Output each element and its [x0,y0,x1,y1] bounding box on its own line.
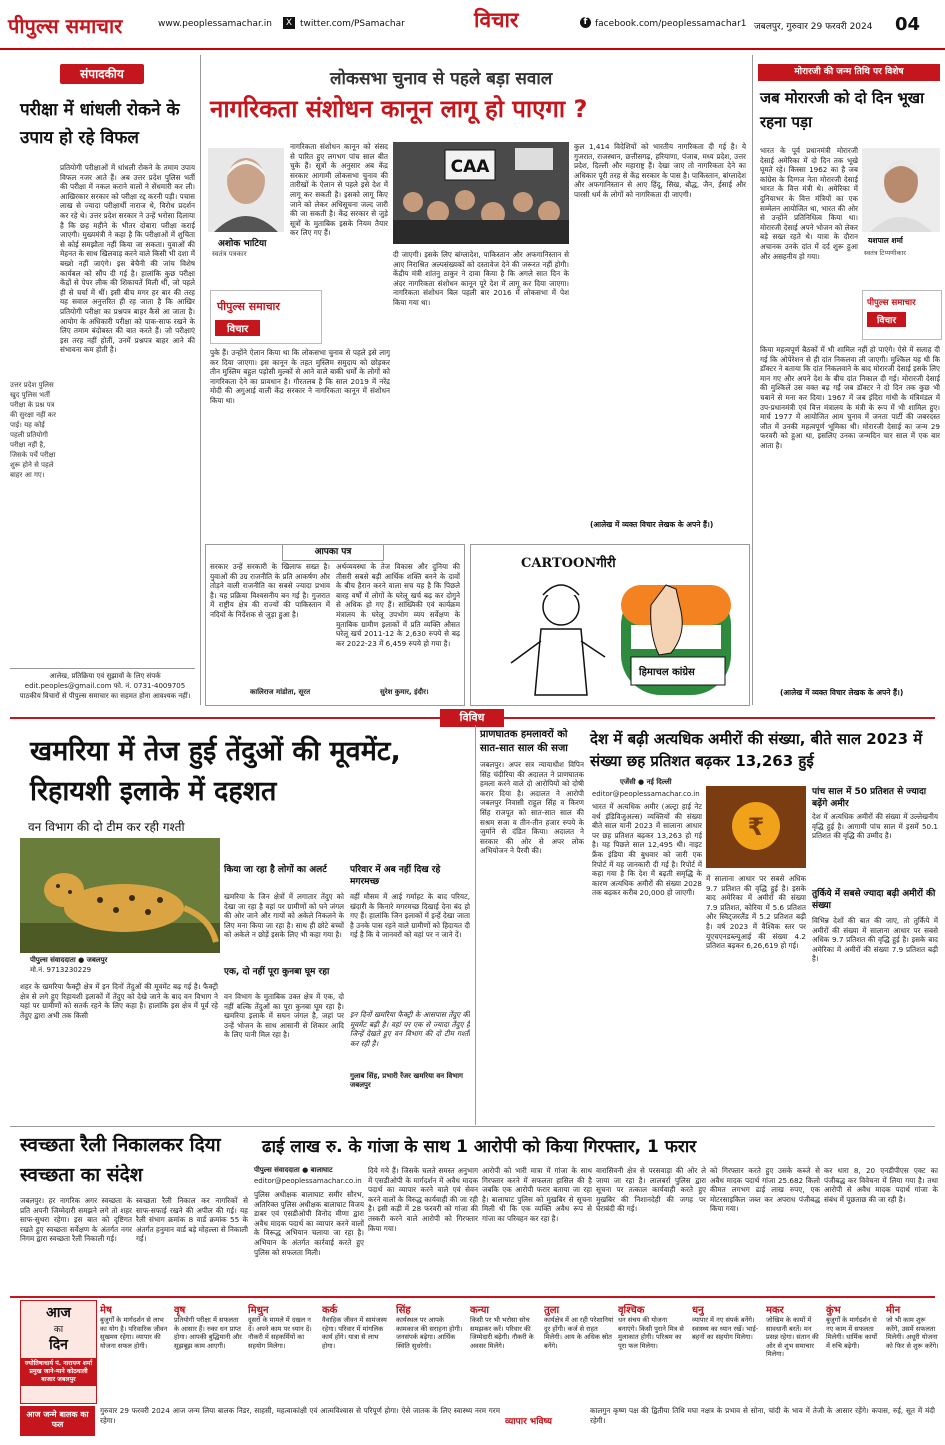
leopard-col-2: खमरिया के जिन क्षेत्रों में लगातार तेंदुए को देखा जा रहा है वहां पर ग्रामीणों को घने जंगल की ओर जाने और गायों को अकेले निकलने के लिए मना किया जा रहा है। साथ ही छोटे बच्चों को अकेले न छोड़ें इसके लिए भी कहा गया है। [224,892,344,940]
zodiac-leo [396,1302,466,1400]
twitter-link[interactable]: twitter.com/PSamachar [300,19,405,29]
letters-col-1: सरकार उन्हें सरकारी के खिलाफ सख्त है। युवाओं की उग्र राजनीति के प्रति आकर्षण और तोड़ने वाली राजनीति का सबसे ज्यादा प्रभाव है। यह प्रक्रिया विश्वसनीय बन गई है। गुजरात में राष्ट्रीय क्षेत्र की राज्यों की पाकिस्तान में नदियों के निर्देशक से जुड़ा हुआ है। [210,562,330,619]
main-col-3: दी जाएगी। इसके लिए बांग्लादेश, पाकिस्तान और अफगानिस्तान से आए निराश्रित अल्पसंख्यकों को दस्तावेज देने की जरूरत नहीं होगी। केंद्रीय मंत्री शांतनु ठाकुर ने दावा किया है कि अगले सात दिन के अंदर नागरिकता संशोधन कानून पूरे देश में लागू कर दिया जाएगा। नागरिकता संशोधन बिल पहली बार 2016 में लोकसभा में पेश किया गया था। [393,250,569,307]
zodiac-text: जोखिम के कामों में सावधानी बरतें। मन प्रसन्न रहेगा। संतान की ओर से शुभ समाचार मिलेगा। [766,1316,819,1359]
cartoon-box [470,544,750,706]
letters-col-2: अर्थव्यवस्था के तेज विकास और दुनिया की तीसरी सबसे बड़ी आर्थिक शक्ति बनने के दावों के बीच हैरान करने वाला सच यह है कि पिछले बारह वर्षों में लोगों के घरेलू खर्च बढ़ कर दोगुने से अधिक हो गए हैं। सांख्यिकी एवं कार्यक्रम मंत्रालय के घरेलू उपभोग व्यय सर्वेक्षण के मुताबिक ग्रामीण इलाकों में प्रति व्यक्ति औसत घरेलू खर्च 2011-12 के 2,630 रुपये से बढ़ कर 2022-23 में 6,459 रुपये हो गया है। [336,562,460,648]
leopard-quote-sign: गुलाब सिंह, प्रभारी रेंजर खमरिया वन विभाग जबलपुर [350,1072,463,1089]
horoscope-astrologer: ज्योतिषाचार्य पं. नारायण शर्मा प्रमुख जाने-माने कोठवाली बाजार जबलपुर [21,1358,96,1386]
zodiac-libra [544,1302,614,1400]
ganja-title: ढाई लाख रु. के गांजा के साथ 1 आरोपी को किया गिरफ्तार, 1 फरार [262,1137,697,1157]
author-role: स्वतंत्र पत्रकार [212,250,247,258]
born-child-text: गुरुवार 29 फरवरी 2024 आज जन्म लिया बालक निडर, साहसी, महत्वाकांक्षी एवं आत्मविश्वास से परिपूर्ण होगा। ऐसे जातक के लिए स्वास्थ्य नरम गरम रहेगा। [100,1406,500,1425]
leopard-photo-credit: पीपुल्स संवाददाता ● जबलपुर [30,956,108,964]
leopard-phone: मो.नं. 9713230229 [30,966,92,974]
ganja-body: पुलिस अधीक्षक बालाघाट समीर सौरभ, अतिरिक्त पुलिस अधीक्षक बालाघाट विजय डाबर एवं एसडीओपी विनोद मीणा द्वारा अवैध मादक पदार्थ का व्यापार करने वालों के विरूद्ध अभियान चलाया जा रहा है। अभियान के अंतर्गत कार्रवाई करते हुए पुलिस को सफलता मिली। [254,1190,364,1257]
horoscope-label-3: दिन [49,1337,68,1353]
editorial-title: परीक्षा में धांधली रोकने के उपाय हो रहे विफल [20,100,180,148]
rich-side-body-2: विभिन्न देशों की बात की जाए, तो तुर्किये में अमीरों की संख्या में सालाना आधार पर सबसे अधिक 9.7 प्रतिशत की वृद्धि हुई है। इसके बाद अमेरिका में अमीरों की संख्या 7.9 प्रतिशत बढ़ी है। [812,916,938,964]
zodiac-text: बुजुर्गों के मार्गदर्शन से लाभ का योग है। परिवारिक जीवन सुखमय रहेगा। व्यापार की योजना सफल होगी। [100,1316,168,1350]
leopard-title: खमरिया में तेज हुई तेंदुओं की मूवमेंट, रिहायशी इलाके में दहशत [30,736,401,807]
main-col-4: कुल 1,414 विदेशियों को भारतीय नागरिकता दी गई है। ये गुजरात, राजस्थान, छत्तीसगढ़, हरियाणा, पंजाब, मध्य प्रदेश, उत्तर प्रदेश, दिल्ली और महाराष्ट्र हैं। देखा जाए तो नागरिकता देने का अधिकार पूरी तरह से केंद्र सरकार के पास है। पाकिस्तान, बांग्लादेश और अफगानिस्तान से आए हिंदू, सिख, बौद्ध, जैन, ईसाई और पारसी धर्म के लोगों को नागरिकता दी जाएगी। [574,142,746,199]
leopard-body: शहर के खमरिया फैक्ट्री क्षेत्र में इन दिनों तेंदुओं की मूवमेंट बढ़ गई है। फैक्ट्री क्षेत्र से लगे हुए रिहायशी इलाकों में तेंदुए को देखे जाने के बाद वन विभाग ने यहां पर ग्रामीणों को सतर्क रहने के लिए कहा है। हालांकि इस क्षेत्र में पूर्व रहे तेंदुए द्वारा अभी तक किसी [20,982,218,1020]
born-child-label: आज जन्मे बालक का फल [20,1406,95,1436]
morarji-end-note: (आलेख में व्यक्त विचार लेखक के अपने हैं।) [780,688,904,697]
murder-body: जबलपुर। अपर सत्र न्यायाधीश विपिन सिंह चंदीरिया की अदालत ने प्राणघातक हमला करने वाले दो आरोपियों को दोषी करार दिया है। अदालत ने आरोपी जबलपुर निवासी राहुल सिंह व किरण सिंह राजपूत को सात-सात साल की सश्रम सजा व तीन-तीन हजार रुपये के जुर्माने से दंडित किया। अदालत ने सरकार की ओर से अपर लोक अभियोजन ने पैरवी की। [480,760,584,856]
cleanliness-body: जबलपुर। हर नागरिक अगर स्वच्छता के प्रति अपनी जिम्मेदारी समझने लगे तो शहर साफ-सुथरा रहेगा। इस बात को दृष्टिगत रखते हुए स्वच्छता सर्वेक्षण के अंतर्गत नगर निगम द्वारा स्वच्छता रैली निकाली गई। [20,1196,132,1244]
main-end-note: (आलेख में व्यक्त विचार लेखक के अपने हैं।) [590,520,714,529]
rich-agency: एजेंसी ● नई दिल्ली [620,778,672,786]
zodiac-name: मिथुन [248,1305,269,1316]
zodiac-name: कुंभ [826,1305,841,1316]
zodiac-name: सिंह [396,1305,411,1316]
cartoon-title: CARTOONगीरी [521,556,616,571]
editorial-footer-line1: आलेख, प्रतिक्रिया एवं सुझावों के लिए संपर्क [49,672,161,680]
morarji-brand-block [862,290,942,340]
leopard-sub-3: परिवार में अब नहीं दिख रहे मगरमच्छ [350,865,441,887]
business-text: कालगुन कृष्ण पक्ष की द्वितीया तिथि मघा नक्षत्र के प्रभाव से सोना, चांदी के भाव में तेजी के आसार रहेंगे। कपास, रुई, सूत में मंदी रहेगी। [590,1406,935,1425]
ganja-email: editor@peoplessamachar.co.in [254,1177,362,1185]
svg-text:₹: ₹ [747,813,765,841]
ganja-col-3: दिये गये हैं। जिसके चलते समस्त अनुभाग में एसडीओपी के मार्गदर्शन में अवैध मादक पदार्थ का व्यापार करने वाले एवं सेवन करने वालों के विरुद्ध कार्यवाही की जा रही है। इसी कड़ी में 28 फरवरी को गांजा की तस्करी करने वाले आरोपी को गिरफ्तार किया गया। [368,1166,478,1233]
zodiac-text: बुजुर्गों के मार्गदर्शन से नए काम में सफलता मिलेगी। धार्मिक कार्यों में रुचि बढ़ेगी। [826,1316,878,1350]
zodiac-cancer [322,1302,392,1400]
ganja-col-7: कर धारा 8, 20 एनडीपीएस एक्ट का पंजीबद्ध कर विवेचना में लिया गया है। तथा आरोपी से अवैध मादक पदार्थ गांजा के संबंध में पूछताछ की जा रही है। [824,1166,938,1204]
zodiac-name: मेष [100,1305,112,1316]
brand-tag: विचार [215,320,260,336]
morarji-brand-tag: विचार [867,312,906,327]
zodiac-text: कार्यक्षेत्र में आ रही परेशानियां दूर होंगी। कर्ज से राहत मिलेगी। आय के अधिक स्रोत बनेंगे। [544,1316,614,1350]
leopard-sub-1: किया जा रहा है लोगों का अलर्ट [224,865,327,875]
morarji-brand-logo: पीपुल्स समाचार [867,298,916,308]
dateline: जबलपुर, गुरुवार 29 फरवरी 2024 [754,22,873,32]
zodiac-text: कार्यस्थल पर आपके कामकाज की सराहना होगी। जनसंपर्क बढ़ेगा। आर्थिक स्थिति सुधरेगी। [396,1316,463,1350]
zodiac-text: दूसरों के मामले में दखल न दें। अपने काम पर ध्यान दें। नौकरी में सहकर्मियों का सहयोग मिलेगा। [248,1316,312,1350]
horoscope-label-2: का [53,1325,64,1335]
zodiac-name: वृष [174,1305,186,1316]
editorial-side-note: उत्तर प्रदेश पुलिस खुद पुलिस भर्ती परीक्षा के प्रश्न पत्र की सुरक्षा नहीं कर पाई। यह कोई पहली प्रतियोगी परीक्षा नहीं है, जिसके पर्चे परीक्षा शुरू होने से पहले बाहर आ गए। [10,381,56,479]
cleanliness-col-2: स्वच्छता रैली निकाल कर नागरिकों से साफ-सफाई रखने की अपील की गई। यह रैली संभाग क्रमांक 8 वार्ड क्रमांक 55 के अंतर्गत हनुमान वार्ड बड़े मोहल्ला से निकाली गई। [136,1196,248,1244]
main-col-1: नागरिकता संशोधन कानून को संसद से पारित हुए लगभग पांच साल बीत चुके हैं। सूत्रों के अनुसार अब केंद्र सरकार आगामी लोकसभा चुनाव की तारीखों के ऐलान से पहले इसे देश में लागू कर सकती है। इसको लागू किए जाने को लेकर अधिसूचना जल्द जारी की जा सकती है। केंद्र सरकार से जुड़े सूत्रों के मुताबिक इसके नियम तैयार कर लिए गए हैं। [290,142,388,238]
section-title: विचार [474,8,519,32]
cartoon-sign-text: हिमाचल कांग्रेस [639,667,695,678]
leopard-col-4: वहीं मौसम में आई गर्माहट के बाद परियट, खंदारी के किनारे मगरमच्छ दिखाई देना बंद हो गए हैं। हालांकि जिन इलाकों में इन्हें देखा जाता है उनके पास रहने वाले ग्रामीणों को हिदायत दी गई है कि वे जानवरों को वहां पर न जाने दें। [350,892,470,940]
morarji-body-2: किया महत्वपूर्ण बैठकों में भी शामिल नहीं हो पाएंगे। ऐसे में सलाह दी गई कि ओपेरेशन से ही दांत निकलवा ली जाएगी। मुश्किल यह थी कि डॉक्टर ने बताया कि दांत निकलवाने के बाद मोरारजी देसाई इसके लिए मान गए और अपने देश के बीच दांत निकाल दी गई। मोरारजी देसाई की मुश्किलें उस वक्त बढ़ गईं जब डॉक्टर ने दो दिन तक कुछ भी चबाने से मना कर दिया। 1967 में जब इंदिरा गांधी के मंत्रिमंडल में उप-प्रधानमंत्री एवं वित्त मंत्रालय के मंत्री के रूप में भी शामिल हुए। मार्च 1977 में आयोजित आम चुनाव में जनता पार्टी की जबरदस्त जीत में उनकी महत्वपूर्ण भूमिका थी। मोरारजी देसाई का जन्म 29 फरवरी को हुआ था, इसलिए उनका जन्मदिन चार साल में एक बार आता है। [760,345,940,450]
ganja-col-6: को गिरफ्तार करते हुए उसके कब्जे से अवैध मादक पदार्थ गांजा 25.682 किलो कीमत लगभग ढाई लाख रुपए, एक मोटरसाइकिल जब्त कर अपराध पंजीबद्ध किया गया। [710,1166,820,1214]
morarji-title: जब मोरारजी को दो दिन भूखा रहना पड़ा [760,89,924,131]
zodiac-pisces [886,1302,940,1400]
masthead-logo: पीपुल्स समाचार [8,14,123,38]
zodiac-virgo [470,1302,540,1400]
editorial-tag: संपादकीय [60,64,144,84]
author-name: अशोक भाटिया [218,239,267,249]
zodiac-text: धन संचय की योजना बनाएंगे। किसी पुराने मित्र से मुलाकात होगी। परिश्रम का पूरा फल मिलेगा। [618,1316,684,1350]
author-photo [208,148,284,232]
zodiac-text: प्रतियोगी परीक्षा में सफलता के आसार हैं। रुका धन प्राप्त होगा। आपकी बुद्धिमानी और सूझबूझ काम आएगी। [174,1316,242,1350]
leopard-col-3: वन विभाग के मुताबिक उक्त क्षेत्र में एक, दो नहीं बल्कि तेंदुओं का पूरा कुनबा घूम रहा है। खमरिया इलाके में सघन जंगल है, जहां पर उन्हें भोजन के साथ आसानी से शिकार आदि के लिए पानी मिल रहा है। [224,992,344,1040]
vividh-band: विविध [440,709,504,727]
morarji-author-photo [862,148,940,232]
morarji-author-role: स्वतंत्र टिप्पणीकार [864,249,906,257]
rich-email: editor@peoplessamachar.co.in [592,790,700,798]
morarji-author-name: यशपाल शर्मा [868,236,903,245]
brand-block [210,290,322,344]
morarji-body-1: भारत के पूर्व प्रधानमंत्री मोरारजी देसाई अमेरिका में दो दिन तक भूखे घूमते रहे। किस्सा 1962 का है जब कांग्रेस के दिग्गज नेता मोरारजी देसाई भारत के वित्त मंत्री थे। अमेरिका में दुनियाभर के वित्त मंत्रियों का एक सम्मेलन आयोजित था, भारत की ओर से उन्होंने प्रतिनिधित्व किया था। मोरारजी देसाई अपने भोजन को लेकर बड़े सख्त रहते थे। यात्रा के दौरान अचानक उनके दांत में दर्द शुरू हुआ और असहनीय हो गया। [760,146,858,261]
horoscope-label-box [20,1300,97,1404]
zodiac-text: व्यापार में नए संपर्क बनेंगे। स्वास्थ्य का ध्यान रखें। भाई-बहनों का सहयोग मिलेगा। [692,1316,759,1342]
rich-col-2: में सालाना आधार पर सबसे अधिक 9.7 प्रतिशत की वृद्धि हुई है। इसके बाद अमेरिका में अमीरों की संख्या 7.9 प्रतिशत, कोरिया में 5.6 प्रतिशत और स्विट्जरलैंड में 5.2 प्रतिशत बढ़ी है। वर्ष 2023 में वैश्विक स्तर पर यूएचएनडब्ल्यूआई की संख्या 4.2 प्रतिशत बढ़कर 6,26,619 हो गई। [706,874,806,951]
facebook-icon: f [580,17,591,28]
rich-side-body: देश में अत्यधिक अमीरों की संख्या में उल्लेखनीय वृद्धि हुई है। आगामी पांच साल में इसमें 50.1 प्रतिशत की वृद्धि की उम्मीद है। [812,812,938,841]
main-title: नागरिकता संशोधन कानून लागू हो पाएगा ? [210,95,588,123]
main-kicker: लोकसभा चुनाव से पहले बड़ा सवाल [330,69,553,89]
editorial-footer-disclaimer: पाठकीय विचारों से पीपुल्स समाचार का सहमत होना आवश्यक नहीं। [19,692,191,700]
caa-placard-text: CAA [450,157,490,177]
zodiac-aries [100,1302,170,1400]
business-label: व्यापार भविष्य [505,1417,552,1427]
caa-protest-photo [393,142,569,244]
zodiac-name: तुला [544,1305,560,1316]
editorial-body: प्रतियोगी परीक्षाओं में धांधली रोकने के तमाम उपाय विफल नजर आते हैं। अब उत्तर प्रदेश पुलिस भर्ती की परीक्षा में नकल कराने वालों ने सेंधमारी कर ली। आखिरकार सरकार को परीक्षा रद्द करनी पड़ी। पचास लाख से ज्यादा परीक्षार्थी नाराज थे, विरोध प्रदर्शन कर रहे थे। उत्तर प्रदेश सरकार ने उन्हें भरोसा दिलाया है कि छह महीने के भीतर दोबारा परीक्षा कराई जाएगी। मुख्यमंत्री ने कहा है कि परीक्षाओं में शुचिता से कोई समझौता नहीं किया जा सकता। युवाओं की मेहनत के साथ खिलवाड़ करने वाले किसी भी दशा में बख्शे नहीं जाएंगे। इस बेचैनी की जांच विशेष कार्यबल को सौंप दी गई है। हालांकि कुछ परीक्षा केंद्रों से पेपर लीक की शिकायतें मिली थीं, जो पहले ही से चर्चा में थीं। इसी बीच मगर हर बार की तरह यह सवाल अनुत्तरित ही रह जाता है कि आखिर प्रतियोगी परीक्षा का प्रश्नपत्र बाहर कैसे आ जाता है। आयोग के अधिकारी परीक्षा को पाक-साफ रखने के लिए तमाम बंदोबस्त की बात करते हैं। जो परीक्षाएं इस तरह नहीं होतीं, उनमें प्रश्नपत्र बाहर आने की संभावना कम होती है। [60,163,195,355]
zodiac-name: मकर [766,1305,784,1316]
zodiac-scorpio [618,1302,688,1400]
zodiac-text: किसी पर भी भरोसा सोच समझकर करें। परिवार की जिम्मेदारी बढ़ेगी। नौकरी के अवसर मिलेंगे। [470,1316,534,1350]
zodiac-gemini [248,1302,318,1400]
murder-title: प्राणघातक हमलावरों को सात-सात साल की सजा [480,729,568,754]
zodiac-text: वैवाहिक जीवन में सामंजस्य रहेगा। परिवार में मांगलिक कार्य होंगे। यात्रा से लाभ होगा। [322,1316,387,1350]
rich-side-title-2: तुर्किये में सबसे ज्यादा बढ़ी अमीरों की संख्या [812,889,936,911]
cleanliness-title: स्वच्छता रैली निकालकर दिया स्वच्छता का संदेश [20,1134,221,1186]
leopard-quote: इन दिनों खमरिया फैक्ट्री के आसपास तेंदुए की मूवमेंट बढ़ी है। वहां पर एक से ज्यादा तेंदुए है जिन्हें देखते हुए वन विभाग की दो टीम गश्ती कर रही है। [350,1010,470,1048]
letters-sign-1: कालिराज मांडोता, सूरत [250,688,311,696]
letters-title: आपका पत्र [282,544,384,561]
cartoon-illustration [471,545,749,705]
zodiac-name: कन्या [470,1305,490,1316]
facebook-link[interactable]: facebook.com/peoplessamachar1 [595,19,747,29]
zodiac-text: जो भी काम शुरू करेंगे, उसमें सफलता मिलेगी। अधूरी योजना को फिर से शुरू करेंगे। [886,1316,939,1350]
coins-photo [706,786,806,868]
page-number: 04 [895,14,921,35]
leopard-subtitle: वन विभाग की दो टीम कर रही गश्ती [28,820,185,834]
zodiac-taurus [174,1302,244,1400]
zodiac-name: कर्क [322,1305,338,1316]
editorial-footer-email: edit.peoples@gmail.com फो. नं. 0731-4009705 [24,682,186,690]
morarji-band: मोरारजी की जन्म तिथि पर विशेष [758,64,940,81]
website-link[interactable]: www.peoplessamachar.in [158,19,272,29]
rich-side-title: पांच साल में 50 प्रतिशत से ज्यादा बढ़ेंगे अमीर [812,787,927,809]
zodiac-capricorn [766,1302,822,1400]
letters-sign-2: सुरेश कुमार, इंदौर। [380,688,429,696]
zodiac-aquarius [826,1302,882,1400]
ganja-col-5: वारासिवनी क्षेत्र से परसवाड़ा की ओर ले जाया जा रहा है। लालबर्रा पुलिस द्वारा सूचना पर तत्काल कार्यवाही करते हुए मुखबिर की निशानदेही की जगह पर घेराबंदी की गई। [596,1166,706,1214]
brand-logo: पीपुल्स समाचार [217,300,280,313]
page-header [0,0,945,50]
zodiac-sagittarius [692,1302,762,1400]
ganja-byline: पीपुल्स संवाददाता ● बालाघाट [254,1166,333,1174]
rich-body: भारत में अत्यधिक अमीर (अल्ट्रा हाई नेट वर्थ इंडिविजुअल्स) व्यक्तियों की संख्या बीते साल यानी 2023 में सालाना आधार पर छह प्रतिशत बढ़कर 13,263 हो गई है। यह पिछले साल 12,495 थी। नाइट फ्रैंक इंडिया की बुधवार को जारी एक रिपोर्ट में यह जानकारी दी गई है। रिपोर्ट में कहा गया है कि देश में बढ़ती समृद्धि के कारण अत्यधिक अमीरों की संख्या 2028 तक बढ़कर करीब 20,000 हो जाएगी। [592,802,702,898]
x-logo-icon: X [283,17,295,29]
zodiac-name: वृश्चिक [618,1305,645,1316]
leopard-photo [20,838,220,953]
main-col-2: पुके हैं। उन्होंने ऐलान किया था कि लोकसभा चुनाव से पहले इसे लागू कर दिया जाएगा। इस कानून के तहत मुस्लिम समुदाय को छोड़कर तीन मुस्लिम बहुल पड़ोसी मुल्कों से आने वाले बाकी धर्मों के लोगों को नागरिकता देने का प्रावधान है। गौरतलब है कि साल 2019 में नरेंद्र मोदी की अगुआई वाली केंद्र सरकार ने नागरिकता कानून में संशोधन किया था। [210,348,390,405]
horoscope-label-1: आज [46,1305,71,1321]
zodiac-name: धनु [692,1305,704,1316]
zodiac-name: मीन [886,1305,901,1316]
ganja-col-4: आरोपी को भारी मात्रा में गांजा के साथ गिरफ्तार करने में सफलता हासिल की है जबकि एक आरोपी फरार बताया जा रहा है। बालाघाट पुलिस को मुखबिर से सूचना मिली थी कि एक व्यक्ति अवैध रूप से गांजा का परिवहन कर रहा है। [482,1166,592,1223]
rich-title: देश में बढ़ी अत्यधिक अमीरों की संख्या, बीते साल 2023 में संख्या छह प्रतिशत बढ़कर 13,263 हुई [590,730,923,770]
leopard-sub-2: एक, दो नहीं पूरा कुनबा घूम रहा [224,967,330,977]
